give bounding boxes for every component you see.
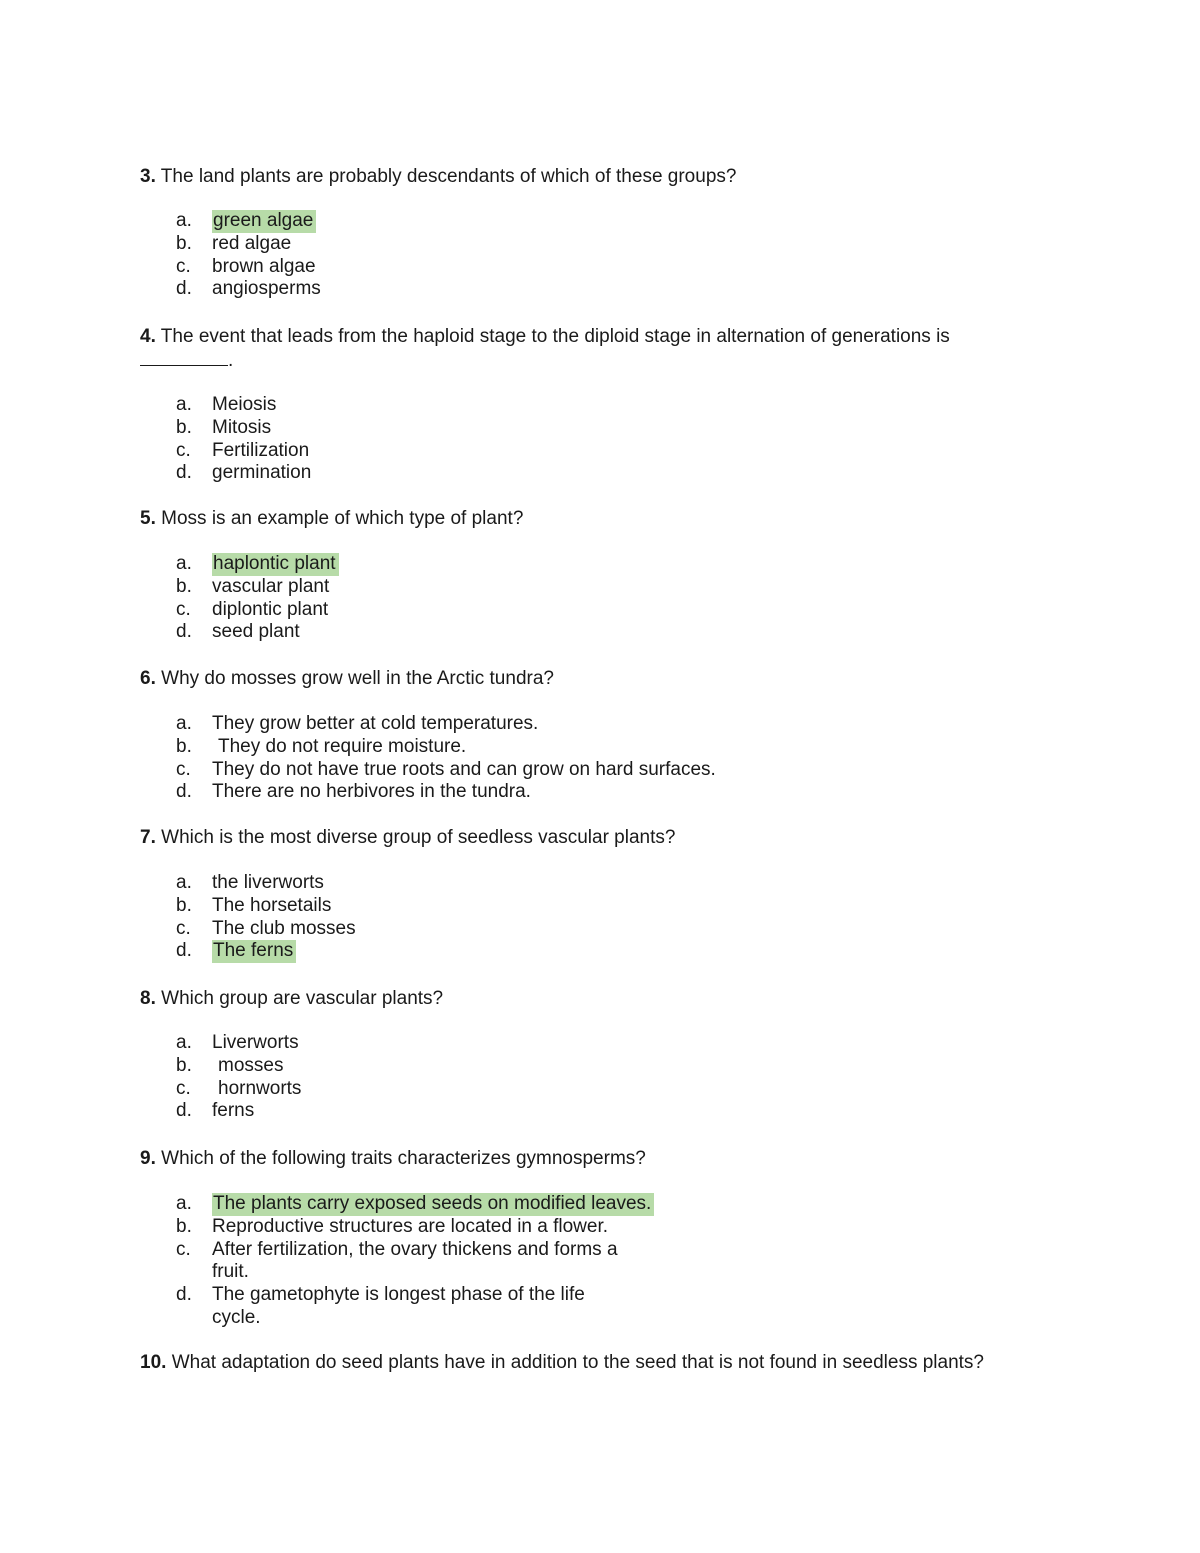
options-list-q6	[176, 713, 716, 804]
question-text: The event that leads from the haploid stage to the diploid stage in alternation of generations is	[160, 326, 950, 347]
question-number: 6.	[140, 668, 156, 689]
question-number: 5.	[140, 508, 156, 529]
question-10	[140, 1351, 1140, 1375]
option-c[interactable]: c. diplontic plant	[176, 598, 329, 620]
question-text: Moss is an example of which type of plant?	[161, 508, 524, 529]
option-answer-highlight: green algae	[212, 210, 316, 233]
option-c[interactable]: c. They do not have true roots and can grow on hard surfaces.	[176, 758, 716, 780]
option-a[interactable]: a. Meiosis	[176, 394, 277, 415]
option-a[interactable]: a. haplontic plant	[176, 553, 339, 576]
option-answer-highlight: The ferns	[212, 940, 296, 963]
option-c[interactable]: c. brown algae	[176, 255, 316, 277]
question-8	[140, 987, 1040, 1011]
option-d[interactable]: d. angiosperms	[176, 278, 321, 300]
option-answer-highlight: The plants carry exposed seeds on modified leaves.	[212, 1193, 654, 1216]
question-text: Why do mosses grow well in the Arctic tundra?	[161, 668, 554, 689]
options-list-q8	[176, 1032, 301, 1123]
question-text: Which group are vascular plants?	[161, 988, 444, 1009]
option-b[interactable]: b. They do not require moisture.	[176, 735, 467, 757]
option-a[interactable]: a. Liverworts	[176, 1032, 299, 1053]
question-6	[140, 667, 1040, 691]
option-d[interactable]: d. germination	[176, 462, 312, 484]
option-b[interactable]: b. mosses	[176, 1054, 284, 1076]
options-list-q5	[176, 553, 339, 644]
option-d[interactable]: d. There are no herbivores in the tundra.	[176, 781, 531, 803]
option-b[interactable]: b. Mitosis	[176, 416, 272, 438]
option-c[interactable]: c. Fertilization	[176, 439, 310, 461]
question-number: 4.	[140, 326, 156, 347]
option-d[interactable]: d. The ferns	[176, 940, 356, 963]
option-a[interactable]: a. green algae	[176, 210, 321, 233]
question-number: 8.	[140, 988, 156, 1009]
options-list-q7	[176, 872, 356, 963]
option-c[interactable]: c. hornworts	[176, 1077, 302, 1099]
option-b[interactable]: b. vascular plant	[176, 575, 330, 597]
option-d[interactable]: d. seed plant	[176, 621, 300, 643]
question-number: 7.	[140, 827, 156, 848]
question-text: The land plants are probably descendants of which of these groups?	[160, 166, 737, 187]
options-list-q4	[176, 394, 311, 485]
option-answer-highlight: haplontic plant	[212, 553, 339, 576]
question-4	[140, 325, 1000, 349]
question-text: Which is the most diverse group of seedless vascular plants?	[161, 827, 676, 848]
answer-blank	[140, 351, 228, 366]
options-list-q3	[176, 210, 321, 301]
question-number: 10.	[140, 1352, 167, 1373]
option-d[interactable]: d. The gametophyte is longest phase of the life cycle.	[176, 1284, 585, 1328]
question-5	[140, 507, 1040, 531]
question-9	[140, 1147, 1040, 1171]
option-a[interactable]: a. The plants carry exposed seeds on modified leaves.	[176, 1193, 654, 1216]
question-number: 3.	[140, 166, 156, 187]
question-text: What adaptation do seed plants have in addition to the seed that is not found in seedless plants?	[171, 1352, 984, 1373]
option-c[interactable]: c. The club mosses	[176, 917, 356, 939]
question-number: 9.	[140, 1148, 156, 1169]
option-a[interactable]: a. the liverworts	[176, 872, 324, 893]
question-7	[140, 826, 1040, 850]
option-b[interactable]: b. Reproductive structures are located in a flower.	[176, 1215, 609, 1237]
option-d[interactable]: d. ferns	[176, 1100, 255, 1122]
question-3	[140, 165, 1040, 189]
option-b[interactable]: b. The horsetails	[176, 894, 332, 916]
question-text: Which of the following traits characterizes gymnosperms?	[161, 1148, 646, 1169]
question-4-blank: .	[140, 349, 1040, 373]
option-a[interactable]: a. They grow better at cold temperatures.	[176, 713, 539, 734]
option-c[interactable]: c. After fertilization, the ovary thickens and forms a fruit.	[176, 1238, 618, 1283]
option-b[interactable]: b. red algae	[176, 232, 292, 254]
options-list-q9	[176, 1193, 654, 1330]
